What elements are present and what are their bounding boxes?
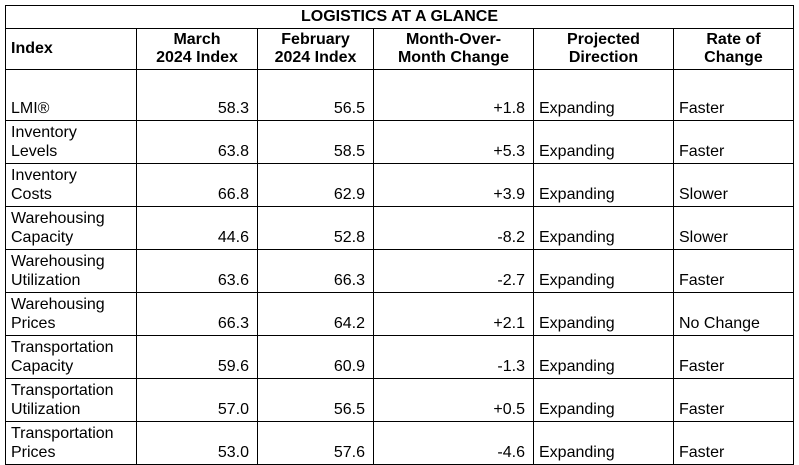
column-header-line: Change [704,49,763,66]
cell-rate-value: Faster [674,70,794,121]
table-title: LOGISTICS AT A GLANCE [6,6,794,29]
column-header-rate [674,29,794,70]
cell-rate-value: Faster [674,336,794,379]
row-index-name [6,293,137,336]
cell-rate-value: Faster [674,250,794,293]
column-header-line: Projected [567,31,640,48]
row-index-name-line: Utilization [11,401,81,418]
cell-february-value: 64.2 [258,293,374,336]
row-index-name-line: Prices [11,444,56,461]
row-index-name-line: Warehousing [11,253,105,270]
cell-february-value: 56.5 [258,70,374,121]
cell-direction-value: Expanding [534,336,674,379]
row-index-name-line: Inventory [11,167,77,184]
row-index-name-line: Warehousing [11,296,105,313]
cell-direction-value: Expanding [534,121,674,164]
cell-rate-value: Slower [674,164,794,207]
cell-february-value: 62.9 [258,164,374,207]
cell-change-value: -1.3 [374,336,534,379]
cell-change-value: +1.8 [374,70,534,121]
row-index-name-line: Transportation [11,382,114,399]
column-header-march [137,29,258,70]
cell-february-value: 66.3 [258,250,374,293]
cell-rate-value: Faster [674,379,794,422]
cell-march-value: 66.8 [137,164,258,207]
logistics-table [5,5,794,465]
column-header-line: Rate of [706,31,761,48]
cell-march-value: 57.0 [137,379,258,422]
column-header-february [258,29,374,70]
cell-direction-value: Expanding [534,250,674,293]
cell-direction-value: Expanding [534,70,674,121]
row-index-name-line: Warehousing [11,210,105,227]
column-header-index [6,29,137,70]
cell-february-value: 58.5 [258,121,374,164]
cell-rate-value: Faster [674,422,794,465]
table-header-row [6,29,794,70]
cell-rate-value: No Change [674,293,794,336]
cell-march-value: 63.8 [137,121,258,164]
cell-direction-value: Expanding [534,164,674,207]
row-index-name-line: Prices [11,315,56,332]
cell-change-value: -2.7 [374,250,534,293]
column-header-line: Direction [568,49,639,66]
row-index-name-line: Transportation [11,339,114,356]
column-header-line: 2024 Index [156,49,238,66]
row-index-name-line: Inventory [11,124,77,141]
row-index-name-line: Capacity [11,229,74,246]
table-row [6,164,794,207]
cell-direction-value: Expanding [534,207,674,250]
cell-february-value: 60.9 [258,336,374,379]
row-index-name [6,121,137,164]
column-header-line: Month Change [397,49,510,66]
row-index-name [6,379,137,422]
row-index-name-line: Transportation [11,425,114,442]
row-index-name [6,207,137,250]
table-row [6,70,794,121]
table-row [6,379,794,422]
table-row [6,293,794,336]
row-index-name-line: Levels [11,143,58,160]
cell-march-value: 53.0 [137,422,258,465]
cell-change-value: +3.9 [374,164,534,207]
cell-change-value: +0.5 [374,379,534,422]
cell-march-value: 63.6 [137,250,258,293]
column-header-line: February [281,31,350,48]
row-index-name [6,164,137,207]
table-row [6,121,794,164]
cell-rate-value: Faster [674,121,794,164]
cell-direction-value: Expanding [534,293,674,336]
cell-march-value: 44.6 [137,207,258,250]
column-header-line: Month-Over- [405,31,502,48]
table-row [6,422,794,465]
cell-change-value: +5.3 [374,121,534,164]
cell-march-value: 66.3 [137,293,258,336]
cell-february-value: 52.8 [258,207,374,250]
cell-february-value: 57.6 [258,422,374,465]
logistics-table-frame [5,5,793,461]
column-header-line: March [173,31,221,48]
cell-direction-value: Expanding [534,422,674,465]
cell-change-value: +2.1 [374,293,534,336]
column-header-direction [534,29,674,70]
row-index-name [6,250,137,293]
row-index-name-line: Utilization [11,272,81,289]
row-index-name-line: LMI® [11,100,50,117]
table-title-row [6,6,794,29]
cell-change-value: -8.2 [374,207,534,250]
row-index-name [6,422,137,465]
table-row [6,336,794,379]
table-body [6,70,794,465]
row-index-name [6,336,137,379]
cell-march-value: 59.6 [137,336,258,379]
column-header-line: Index [11,40,53,57]
column-header-line: 2024 Index [274,49,357,66]
row-index-name-line: Costs [11,186,52,203]
row-index-name-line: Capacity [11,358,74,375]
table-row [6,250,794,293]
cell-direction-value: Expanding [534,379,674,422]
row-index-name [6,70,137,121]
cell-march-value: 58.3 [137,70,258,121]
table-row [6,207,794,250]
cell-february-value: 56.5 [258,379,374,422]
cell-change-value: -4.6 [374,422,534,465]
cell-rate-value: Slower [674,207,794,250]
column-header-change [374,29,534,70]
